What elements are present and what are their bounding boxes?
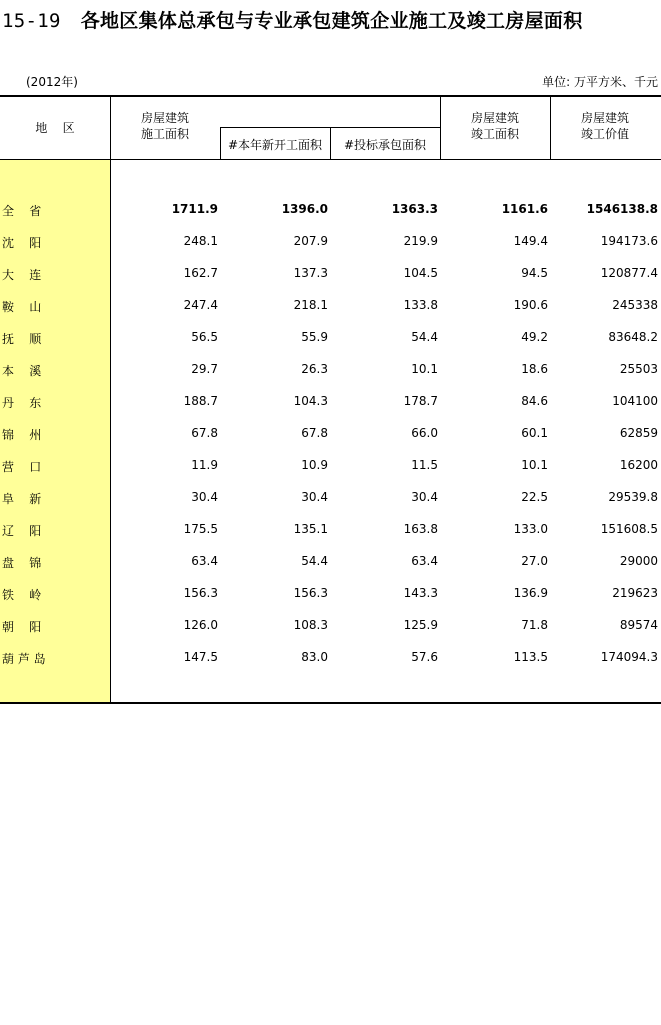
value-cell: 156.3 [293,586,328,600]
value-cell: 29.7 [191,362,218,376]
value-cell: 54.4 [301,554,328,568]
region-name: 锦 州 [2,428,42,442]
region-name: 营 口 [2,460,42,474]
value-cell: 219623 [612,586,658,600]
value-cell: 137.3 [293,266,328,280]
value-cell: 30.4 [411,490,438,504]
table-row [0,449,661,481]
value-cell: 49.2 [521,330,548,344]
table-row [0,225,661,257]
value-cell: 108.3 [293,618,328,632]
value-cell: 248.1 [183,234,218,248]
value-cell: 30.4 [301,490,328,504]
value-cell: 133.8 [403,298,438,312]
value-cell: 1396.0 [281,202,328,216]
value-cell: 83.0 [301,650,328,664]
region-name: 抚 顺 [2,332,42,346]
value-cell: 188.7 [183,394,218,408]
value-cell: 156.3 [183,586,218,600]
value-cell: 22.5 [521,490,548,504]
header-bidding-area: #投标承包面积 [343,138,427,152]
value-cell: 149.4 [513,234,548,248]
value-cell: 125.9 [403,618,438,632]
table-row [0,257,661,289]
value-cell: 11.5 [411,458,438,472]
value-cell: 25503 [619,362,658,376]
value-cell: 29539.8 [608,490,658,504]
value-cell: 143.3 [403,586,438,600]
table-row [0,385,661,417]
header-construction-area-line1: 房屋建筑 [140,111,189,125]
table-row [0,481,661,513]
value-cell: 163.8 [403,522,438,536]
page-title [2,6,583,33]
value-cell: 66.0 [411,426,438,440]
region-name: 全 省 [2,204,42,218]
value-cell: 147.5 [183,650,218,664]
region-name: 辽 阳 [2,524,42,538]
table-row [0,577,661,609]
header-completed-value [550,110,660,142]
value-cell: 56.5 [191,330,218,344]
header-completed-area-line1: 房屋建筑 [470,111,519,125]
value-cell: 71.8 [521,618,548,632]
value-cell: 175.5 [183,522,218,536]
value-cell: 10.1 [411,362,438,376]
value-cell: 104.5 [403,266,438,280]
value-cell: 55.9 [301,330,328,344]
region-name: 葫 芦 岛 [2,652,46,666]
value-cell: 245338 [612,298,658,312]
value-cell: 30.4 [191,490,218,504]
header-completed-area-line2: 竣工面积 [470,127,519,141]
value-cell: 104.3 [293,394,328,408]
value-cell: 1363.3 [391,202,438,216]
unit-label: 单位: 万平方米、千元 [542,75,658,89]
value-cell: 16200 [619,458,658,472]
table-row [0,321,661,353]
region-name: 本 溪 [2,364,42,378]
table-row [0,417,661,449]
value-cell: 174094.3 [600,650,658,664]
header-construction-area [110,110,220,142]
value-cell: 178.7 [403,394,438,408]
value-cell: 11.9 [191,458,218,472]
value-cell: 27.0 [521,554,548,568]
value-cell: 94.5 [521,266,548,280]
region-name: 朝 阳 [2,620,42,634]
value-cell: 83648.2 [608,330,658,344]
table-row [0,513,661,545]
header-completed-value-line2: 竣工价值 [580,127,629,141]
value-cell: 60.1 [521,426,548,440]
region-name: 盘 锦 [2,556,42,570]
table-number: 15-19 [2,10,61,32]
value-cell: 54.4 [411,330,438,344]
value-cell: 1546138.8 [586,202,658,216]
value-cell: 63.4 [191,554,218,568]
table-row [0,545,661,577]
value-cell: 63.4 [411,554,438,568]
header-region: 地 区 [35,121,75,135]
value-cell: 135.1 [293,522,328,536]
value-cell: 1711.9 [171,202,218,216]
table-bottom-rule [0,702,661,704]
table-row [0,193,661,225]
header-completed-value-line1: 房屋建筑 [580,111,629,125]
region-name: 鞍 山 [2,300,42,314]
value-cell: 126.0 [183,618,218,632]
table-top-rule [0,95,661,97]
value-cell: 1161.6 [501,202,548,216]
table-row [0,353,661,385]
table-row [0,609,661,641]
table-row [0,641,661,673]
header-construction-area-line2: 施工面积 [140,127,189,141]
value-cell: 57.6 [411,650,438,664]
region-name: 沈 阳 [2,236,42,250]
value-cell: 67.8 [191,426,218,440]
value-cell: 151608.5 [600,522,658,536]
value-cell: 26.3 [301,362,328,376]
value-cell: 10.1 [521,458,548,472]
region-name: 大 连 [2,268,42,282]
header-new-started-area: #本年新开工面积 [227,138,323,152]
value-cell: 136.9 [513,586,548,600]
value-cell: 29000 [619,554,658,568]
value-cell: 207.9 [293,234,328,248]
value-cell: 133.0 [513,522,548,536]
value-cell: 247.4 [183,298,218,312]
value-cell: 18.6 [521,362,548,376]
region-name: 铁 岭 [2,588,42,602]
value-cell: 84.6 [521,394,548,408]
table-row [0,289,661,321]
value-cell: 62859 [619,426,658,440]
value-cell: 113.5 [513,650,548,664]
value-cell: 190.6 [513,298,548,312]
value-cell: 162.7 [183,266,218,280]
value-cell: 218.1 [293,298,328,312]
value-cell: 120877.4 [600,266,658,280]
value-cell: 67.8 [301,426,328,440]
table-title: 各地区集体总承包与专业承包建筑企业施工及竣工房屋面积 [80,10,583,32]
data-table [0,95,661,705]
header-completed-area [440,110,550,142]
region-name: 丹 东 [2,396,42,410]
value-cell: 104100 [612,394,658,408]
region-name: 阜 新 [2,492,42,506]
value-cell: 89574 [619,618,658,632]
value-cell: 10.9 [301,458,328,472]
year-label: (2012年) [26,75,78,89]
value-cell: 194173.6 [600,234,658,248]
value-cell: 219.9 [403,234,438,248]
